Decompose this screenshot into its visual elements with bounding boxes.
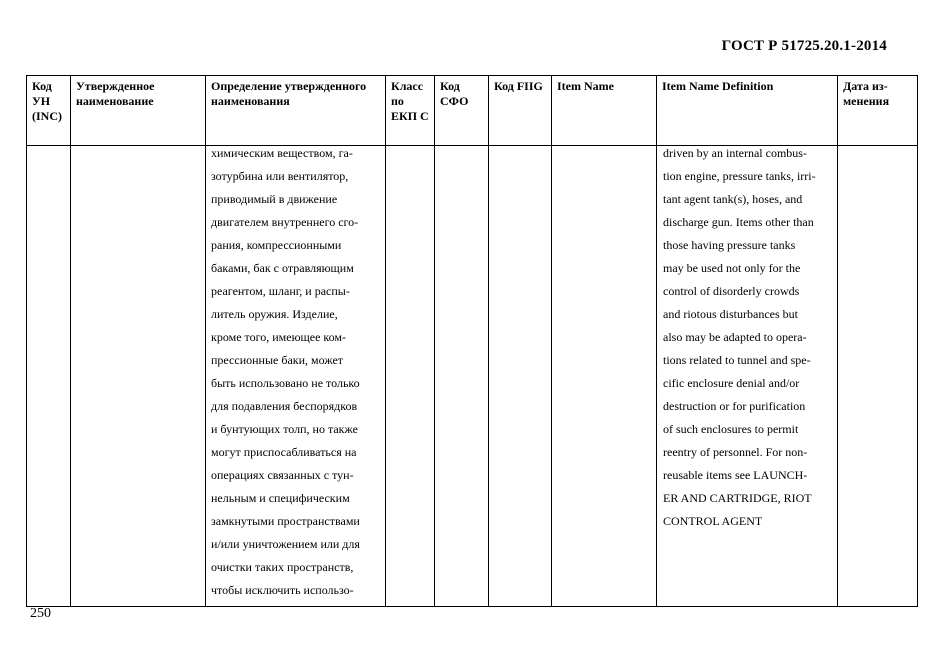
text-line: also may be adapted to opera- bbox=[663, 330, 807, 344]
text-line: reusable items see LAUNCH- bbox=[663, 468, 808, 482]
text-line: discharge gun. Items other than bbox=[663, 215, 814, 229]
text-line: CONTROL AGENT bbox=[663, 514, 763, 528]
text-line: очистки таких пространств, bbox=[211, 560, 354, 574]
col-header-fiig-code: Код FIIG bbox=[489, 76, 552, 146]
text-line: для подавления беспорядков bbox=[211, 399, 358, 413]
text-line: приводимый в движение bbox=[211, 192, 338, 206]
text-line: reentry of personnel. For non- bbox=[663, 445, 808, 459]
col-header-item-name-definition: Item Name Definition bbox=[657, 76, 838, 146]
col-header-inc: Код УН (INC) bbox=[27, 76, 71, 146]
text-line: зотурбина или вентилятор, bbox=[211, 169, 349, 183]
text-line: those having pressure tanks bbox=[663, 238, 796, 252]
text-line: и/или уничтожением или для bbox=[211, 537, 360, 551]
cell-fiig-code bbox=[489, 146, 552, 607]
cell-definition-ru bbox=[206, 146, 386, 607]
cell-change-date bbox=[838, 146, 918, 607]
definition-ru-text bbox=[206, 146, 385, 606]
text-line: нельным и специфическим bbox=[211, 491, 350, 505]
text-line: cific enclosure denial and/or bbox=[663, 376, 800, 390]
text-line: tion engine, pressure tanks, irri- bbox=[663, 169, 816, 183]
col-header-item-name: Item Name bbox=[552, 76, 657, 146]
text-line: литель оружия. Изделие, bbox=[211, 307, 338, 321]
document-code: ГОСТ Р 51725.20.1-2014 bbox=[721, 38, 887, 54]
text-line: операциях связанных с тун- bbox=[211, 468, 354, 482]
text-line: реагентом, шланг, и распы- bbox=[211, 284, 350, 298]
text-line: кроме того, имеющее ком- bbox=[211, 330, 347, 344]
text-line: destruction or for purification bbox=[663, 399, 806, 413]
text-line: баками, бак с отравляющим bbox=[211, 261, 354, 275]
cell-definition-en bbox=[657, 146, 838, 607]
text-line: driven by an internal combus- bbox=[663, 146, 807, 160]
cell-inc bbox=[27, 146, 71, 607]
text-line: and riotous disturbances but bbox=[663, 307, 798, 321]
col-header-approved-name-definition: Определение утвержденного наименования bbox=[206, 76, 386, 146]
text-line: прессионные баки, может bbox=[211, 353, 344, 367]
col-header-sfo-code: Код СФО bbox=[435, 76, 489, 146]
cell-item-name bbox=[552, 146, 657, 607]
text-line: замкнутыми пространствами bbox=[211, 514, 360, 528]
cell-class bbox=[386, 146, 435, 607]
col-header-approved-name: Утвержденное наименование bbox=[71, 76, 206, 146]
text-line: ER AND CARTRIDGE, RIOT bbox=[663, 491, 812, 505]
text-line: tant agent tank(s), hoses, and bbox=[663, 192, 803, 206]
col-header-change-date: Дата из- менения bbox=[838, 76, 918, 146]
text-line: may be used not only for the bbox=[663, 261, 801, 275]
definition-en-text bbox=[657, 146, 837, 537]
table-header-row bbox=[27, 76, 918, 146]
col-header-class: Класс по ЕКП С bbox=[386, 76, 435, 146]
text-line: химическим веществом, га- bbox=[211, 146, 353, 160]
text-line: tions related to tunnel and spe- bbox=[663, 353, 811, 367]
text-line: рания, компрессионными bbox=[211, 238, 342, 252]
page-number: 250 bbox=[30, 606, 51, 621]
text-line: могут приспосабливаться на bbox=[211, 445, 357, 459]
standard-table bbox=[26, 75, 918, 607]
table-row bbox=[27, 146, 918, 607]
text-line: быть использовано не только bbox=[211, 376, 360, 390]
cell-approved-name bbox=[71, 146, 206, 607]
text-line: control of disorderly crowds bbox=[663, 284, 800, 298]
text-line: двигателем внутреннего сго- bbox=[211, 215, 359, 229]
cell-sfo-code bbox=[435, 146, 489, 607]
text-line: чтобы исключить использо- bbox=[211, 583, 354, 597]
text-line: и бунтующих толп, но также bbox=[211, 422, 358, 436]
text-line: of such enclosures to permit bbox=[663, 422, 799, 436]
